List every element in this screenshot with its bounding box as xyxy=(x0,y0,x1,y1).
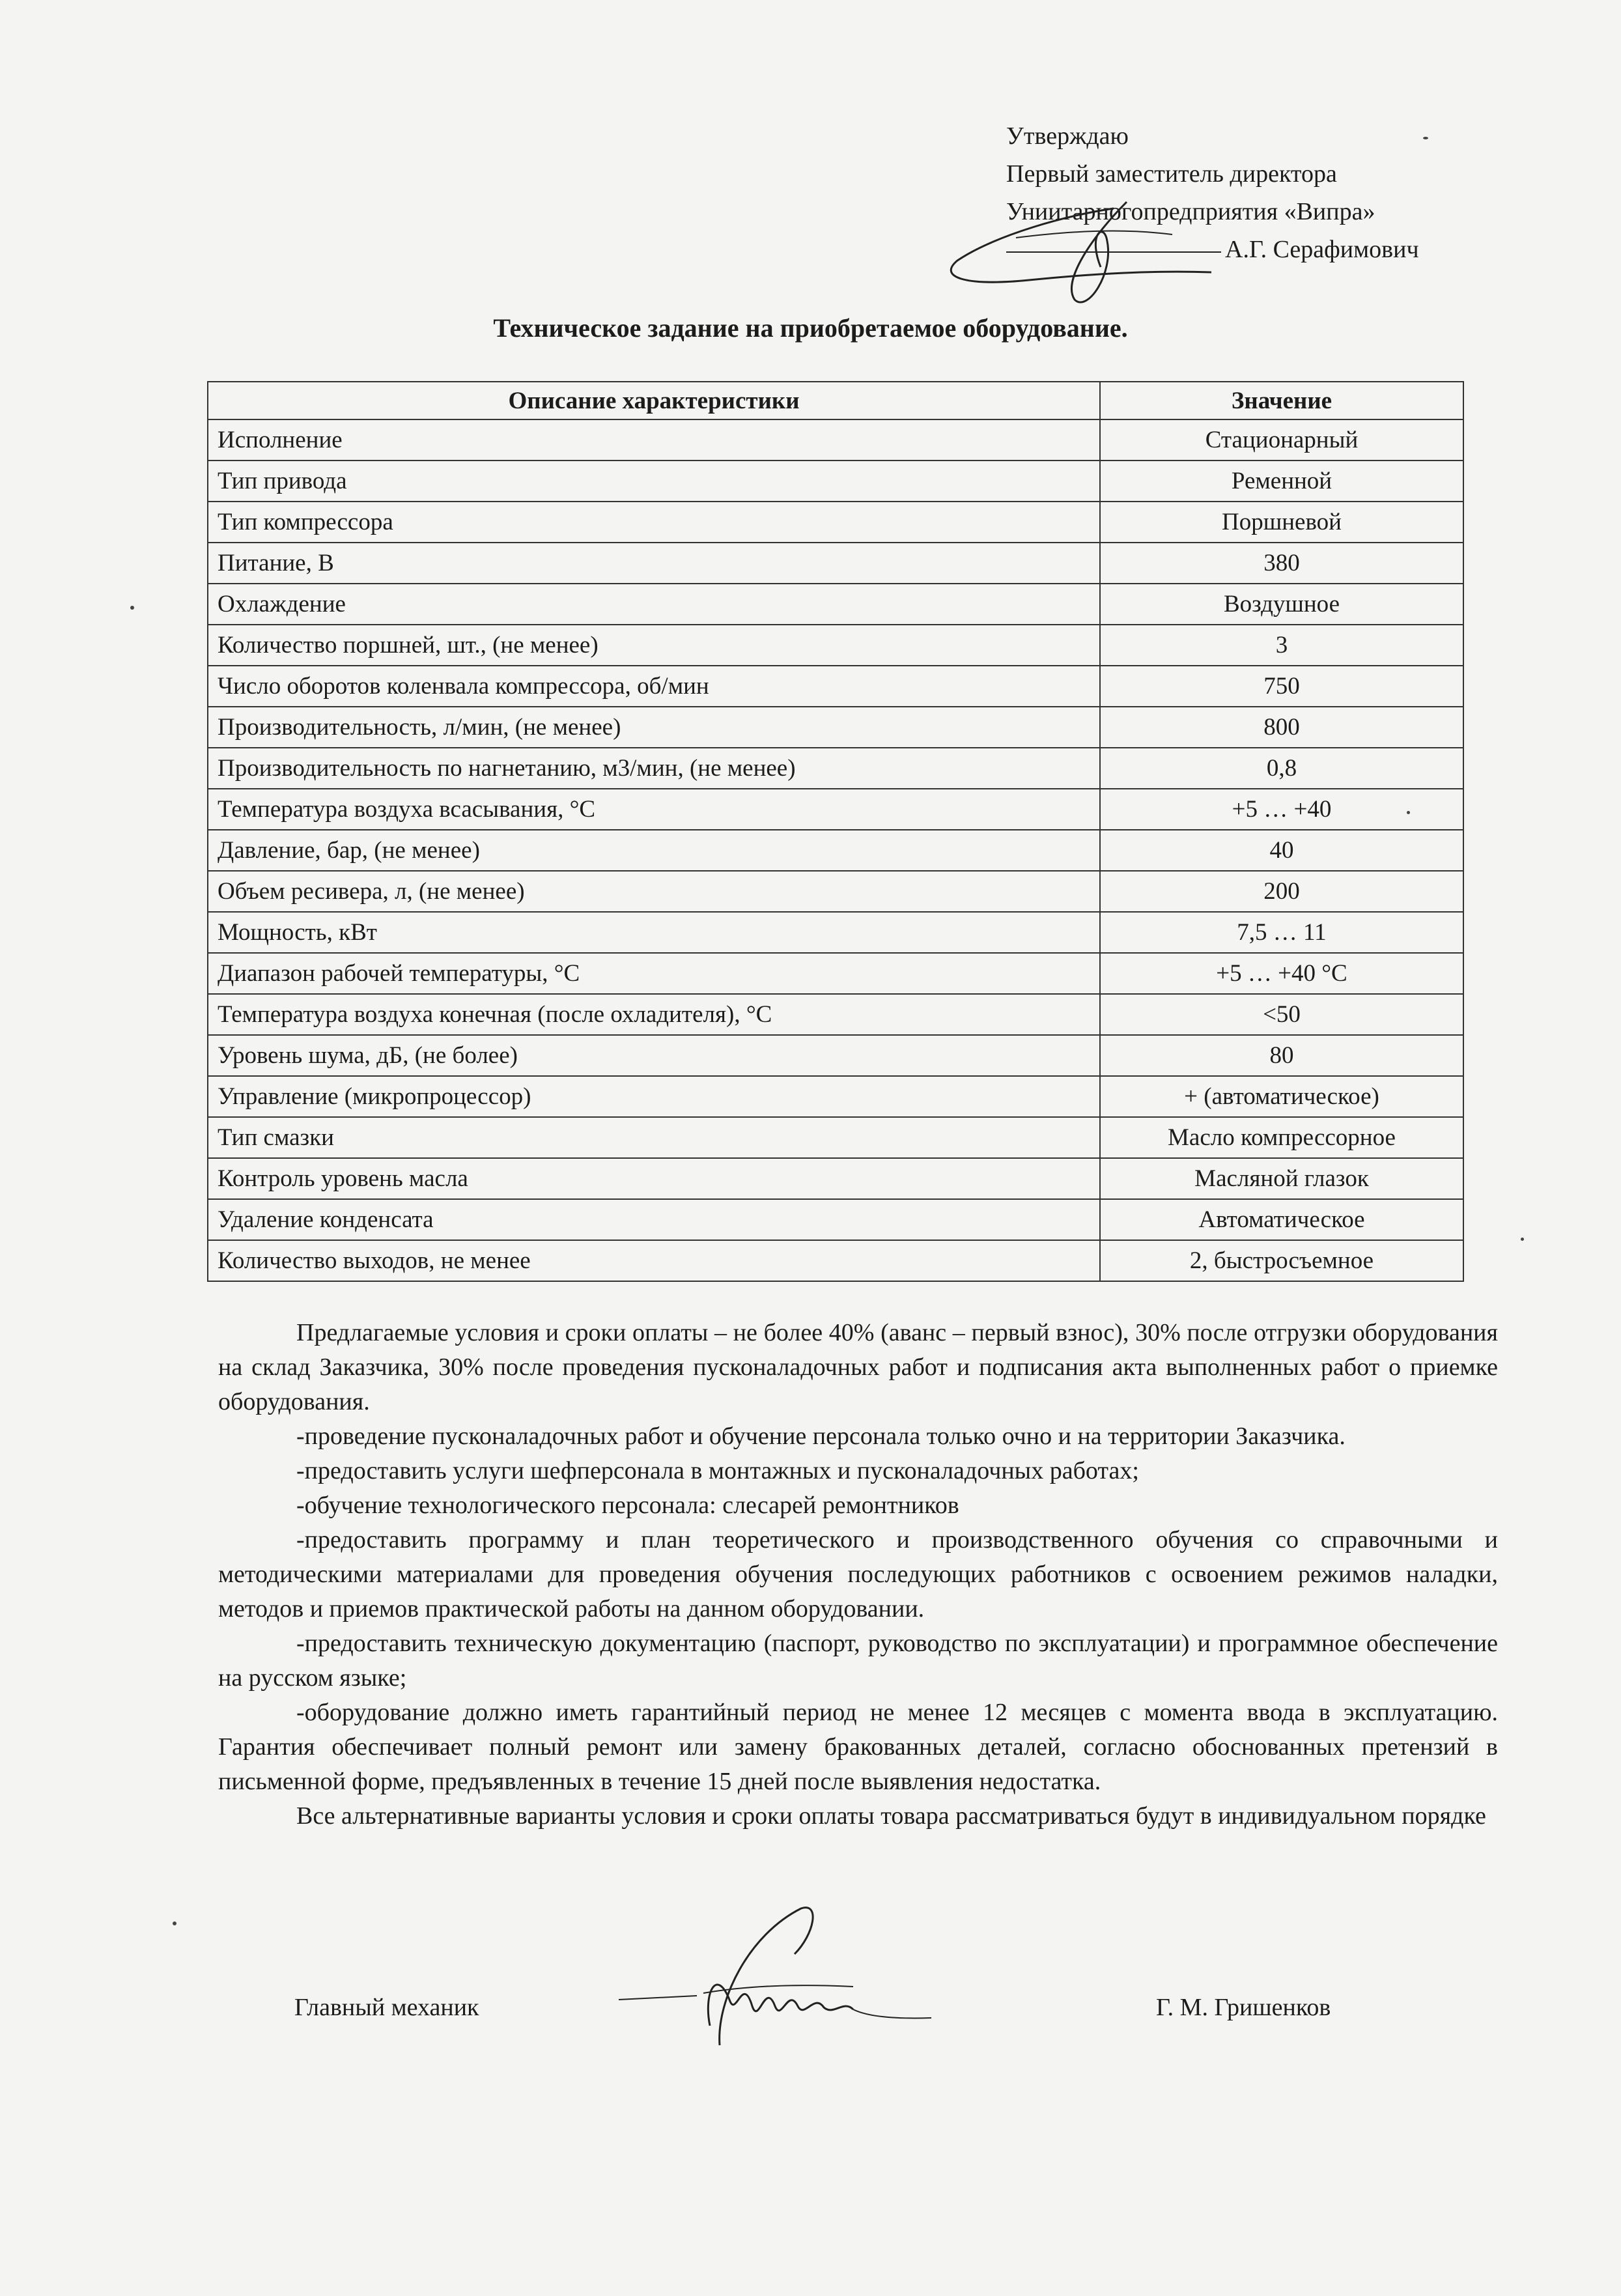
paragraph-supervision: -предоставить услуги шефперсонала в монтажных и пусконаладочных работах; xyxy=(296,1457,1139,1484)
scan-speck xyxy=(173,1921,176,1925)
row-value: 3 xyxy=(1100,625,1463,666)
row-description: Мощность, кВт xyxy=(208,912,1100,953)
row-value: Масляной глазок xyxy=(1100,1158,1463,1199)
row-description: Объем ресивера, л, (не менее) xyxy=(208,871,1100,912)
row-description: Исполнение xyxy=(208,419,1100,461)
row-value: +5 … +40 °С xyxy=(1100,953,1463,994)
row-description: Уровень шума, дБ, (не более) xyxy=(208,1035,1100,1076)
row-description: Тип компрессора xyxy=(208,502,1100,543)
table-header-row xyxy=(208,382,1463,419)
approval-heading: Утверждаю xyxy=(1006,122,1129,150)
row-value: 0,8 xyxy=(1100,748,1463,789)
table-row xyxy=(208,1158,1463,1199)
table-row xyxy=(208,502,1463,543)
table-row xyxy=(208,543,1463,584)
row-value: 40 xyxy=(1100,830,1463,871)
table-row xyxy=(208,1117,1463,1158)
row-value: 380 xyxy=(1100,543,1463,584)
row-value: + (автоматическое) xyxy=(1100,1076,1463,1117)
row-description: Охлаждение xyxy=(208,584,1100,625)
table-row xyxy=(208,625,1463,666)
row-description: Температура воздуха конечная (после охладителя), °С xyxy=(208,994,1100,1035)
row-value: 2, быстросъемное xyxy=(1100,1240,1463,1281)
table-row xyxy=(208,994,1463,1035)
scan-speck xyxy=(130,606,134,610)
paragraph-training: -обучение технологического персонала: слесарей ремонтников xyxy=(296,1492,959,1519)
row-description: Число оборотов коленвала компрессора, об/мин xyxy=(208,666,1100,707)
header-value: Значение xyxy=(1100,382,1463,419)
paragraph-program: -предоставить программу и план теоретического и производственного обучения со справочными и методическими материалами для проведения обучения последующих работников с освоением режимов наладки, методов и приемов практической работы на данном оборудовании. xyxy=(218,1526,1498,1623)
row-description: Температура воздуха всасывания, °С xyxy=(208,789,1100,830)
row-value: Стационарный xyxy=(1100,419,1463,461)
approval-signature xyxy=(938,195,1263,313)
table-row xyxy=(208,707,1463,748)
table-row xyxy=(208,953,1463,994)
paragraph-payment-terms: Предлагаемые условия и сроки оплаты – не более 40% (аванс – первый взнос), 30% после отгрузки оборудования на склад Заказчика, 30% после проведения пусконаладочных работ и подписания акта выполненных работ о приемке оборудования. xyxy=(218,1319,1498,1415)
table-row xyxy=(208,584,1463,625)
row-value: Масло компрессорное xyxy=(1100,1117,1463,1158)
table-row xyxy=(208,461,1463,502)
row-description: Количество выходов, не менее xyxy=(208,1240,1100,1281)
header-description: Описание характеристики xyxy=(208,382,1100,419)
row-value: Воздушное xyxy=(1100,584,1463,625)
signature-footer xyxy=(0,1980,1621,2084)
row-value: 750 xyxy=(1100,666,1463,707)
scan-speck xyxy=(1423,137,1428,139)
row-description: Контроль уровень масла xyxy=(208,1158,1100,1199)
row-value: 200 xyxy=(1100,871,1463,912)
table-row xyxy=(208,871,1463,912)
signer-name: Г. М. Гришенков xyxy=(1156,1994,1331,2021)
document-title: Техническое задание на приобретаемое оборудование. xyxy=(493,313,1128,343)
row-description: Тип привода xyxy=(208,461,1100,502)
paragraph-warranty: -оборудование должно иметь гарантийный период не менее 12 месяцев с момента ввода в эксплуатацию. Гарантия обеспечивает полный ремонт или замену бракованных деталей, согласно обоснованных претензий в письменной форме, предъявленных в течение 15 дней после выявления недостатка. xyxy=(218,1699,1498,1795)
terms-text xyxy=(218,1316,1498,1834)
row-value: <50 xyxy=(1100,994,1463,1035)
row-description: Удаление конденсата xyxy=(208,1199,1100,1240)
row-description: Производительность, л/мин, (не менее) xyxy=(208,707,1100,748)
row-description: Диапазон рабочей температуры, °С xyxy=(208,953,1100,994)
approval-position: Первый заместитель директора xyxy=(1006,160,1337,188)
specifications-table xyxy=(207,381,1464,1282)
row-description: Питание, В xyxy=(208,543,1100,584)
table-row xyxy=(208,912,1463,953)
table-row xyxy=(208,1076,1463,1117)
approval-signatory: А.Г. Серафимович xyxy=(1225,236,1419,263)
row-value: Ременной xyxy=(1100,461,1463,502)
paragraph-commissioning: -проведение пусконаладочных работ и обучение персонала только очно и на территории Заказчика. xyxy=(296,1423,1346,1450)
table-row xyxy=(208,830,1463,871)
table-row xyxy=(208,1199,1463,1240)
row-description: Тип смазки xyxy=(208,1117,1100,1158)
table-row xyxy=(208,748,1463,789)
row-description: Количество поршней, шт., (не менее) xyxy=(208,625,1100,666)
table-body xyxy=(208,419,1463,1281)
paragraph-documentation: -предоставить техническую документацию (паспорт, руководство по эксплуатации) и программное обеспечение на русском языке; xyxy=(218,1630,1498,1692)
paragraph-alternatives: Все альтернативные варианты условия и сроки оплаты товара рассматриваться будут в индивидуальном порядке xyxy=(296,1802,1486,1830)
approval-organization: Униитарногопредприятия «Випра» xyxy=(1006,198,1375,225)
table-row xyxy=(208,419,1463,461)
table-row xyxy=(208,1035,1463,1076)
row-description: Давление, бар, (не менее) xyxy=(208,830,1100,871)
row-description: Управление (микропроцессор) xyxy=(208,1076,1100,1117)
table-row xyxy=(208,789,1463,830)
signer-role: Главный механик xyxy=(294,1994,479,2021)
row-value: 800 xyxy=(1100,707,1463,748)
scan-speck xyxy=(1521,1238,1524,1241)
row-description: Производительность по нагнетанию, м3/мин, (не менее) xyxy=(208,748,1100,789)
table-row xyxy=(208,666,1463,707)
row-value: +5 … +40 xyxy=(1100,789,1463,830)
row-value: 7,5 … 11 xyxy=(1100,912,1463,953)
table-row xyxy=(208,1240,1463,1281)
row-value: Поршневой xyxy=(1100,502,1463,543)
scan-speck xyxy=(1407,811,1410,814)
row-value: 80 xyxy=(1100,1035,1463,1076)
mechanic-signature xyxy=(606,1895,944,2084)
row-value: Автоматическое xyxy=(1100,1199,1463,1240)
